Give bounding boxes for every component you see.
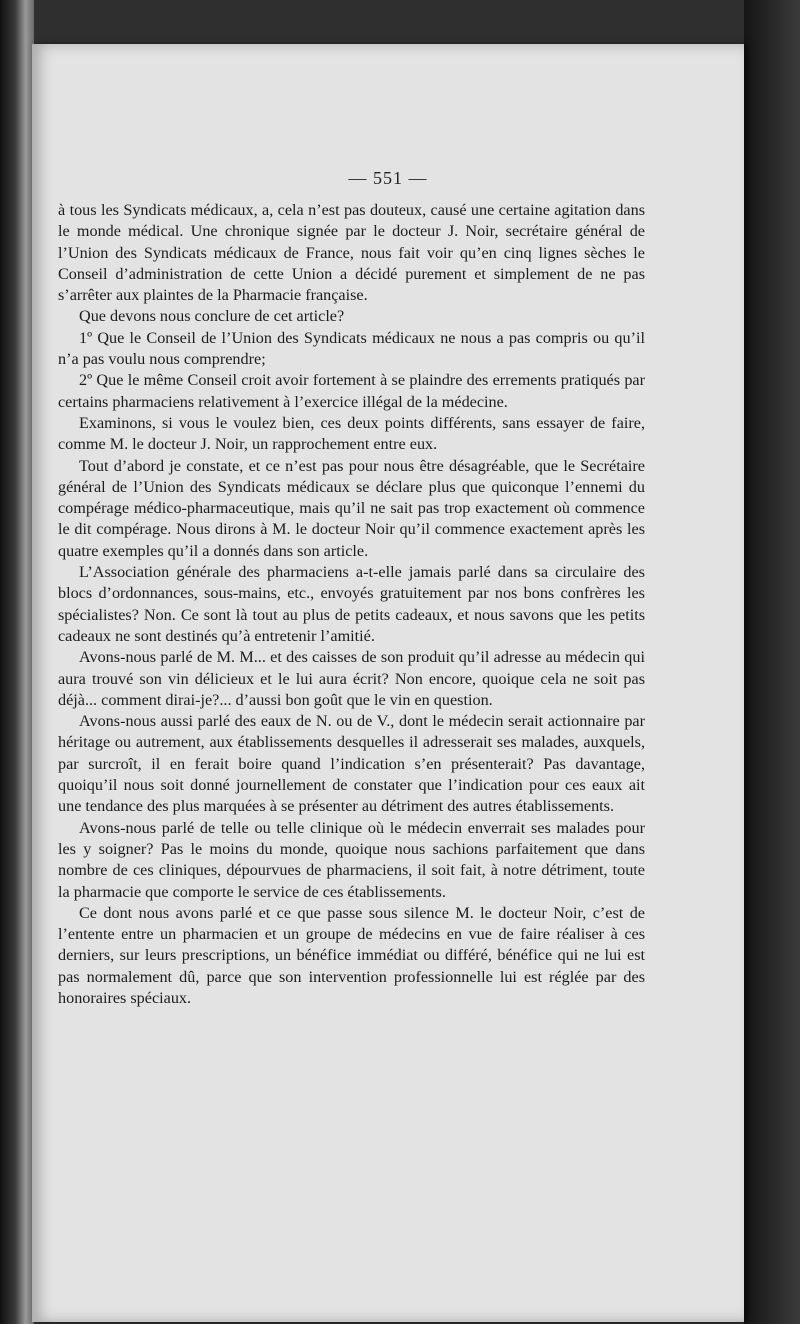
paragraph-9: Avons-nous aussi parlé des eaux de N. ou de V., dont le médecin serait actionnaire par héritage ou autrement, aux établissements desquelles il adresserait ses malades, auxquels, par surcroît, il en ferait boire quand l’indication s’en présenterait? Pas davantage, quoiqu’il nous soit donné journellement de constater que l’indication pour ces eaux ait une tendance des plus marquées à se présenter au détriment des autres établissements. xyxy=(58,712,645,816)
previous-page-edge xyxy=(0,0,34,1324)
paragraph-2: Que devons nous conclure de cet article? xyxy=(79,307,345,326)
scan-background xyxy=(744,0,800,1324)
body-text xyxy=(58,200,645,1009)
document-page xyxy=(32,44,744,1322)
paragraph-10: Avons-nous parlé de telle ou telle clinique où le médecin enverrait ses malades pour les y soigner? Pas le moins du monde, quoique nous sachions parfaitement que dans nombre de ces cliniques, dépourvues de pharmaciens, il soit fait, à notre détriment, toute la pharmacie que comporte le service de ces établissements. xyxy=(58,818,645,901)
paragraph-6: Tout d’abord je constate, et ce n’est pas pour nous être désagréable, que le Secrétaire général de l’Union des Syndicats médicaux se déclare plus que quiconque l’ennemi du compérage médico-pharmaceutique, mais qu’il ne sait pas trop exactement où commence le dit compérage. Nous dirons à M. le docteur Noir qu’il commence exactement après les quatre exemples qu’il a donnés dans son article. xyxy=(58,456,645,560)
paragraph-11: Ce dont nous avons parlé et ce que passe sous silence M. le docteur Noir, c’est de l’entente entre un pharmacien et un groupe de médecins en vue de faire réaliser à ces derniers, sur leurs prescriptions, un bénéfice immédiat ou différé, bénéfice qui ne lui est pas normalement dû, parce que son intervention professionnelle lui est réglée par des honoraires spéciaux. xyxy=(58,903,645,1007)
paragraph-1: à tous les Syndicats médicaux, a, cela n’est pas douteux, causé une certaine agitation dans le monde médical. Une chronique signée par le docteur J. Noir, secrétaire général de l’Union des Syndicats médicaux de France, nous fait voir qu’en cinq lignes sèches le Conseil d’administration de cette Union a décidé purement et simplement de ne pas s’arrêter aux plaintes de la Pharmacie française. xyxy=(58,201,645,305)
paragraph-8: Avons-nous parlé de M. M... et des caisses de son produit qu’il adresse au médecin qui aura trouvé son vin délicieux et le lui aura écrit? Non encore, quoique cela ne soit pas déjà... comment dirai-je?... d’aussi bon goût que le vin en question. xyxy=(58,648,645,709)
page-number: — 551 — xyxy=(348,168,428,188)
paragraph-7: L’Association générale des pharmaciens a-t-elle jamais parlé dans sa circulaire des blocs d’ordonnances, sous-mains, etc., envoyés gratuitement par nos bons confrères les spécialistes? Non. Ce sont là tout au plus de petits cadeaux, et nous savons que les petits cadeaux ne sont destinés qu’à entretenir l’amitié. xyxy=(58,563,645,645)
paragraph-5: Examinons, si vous le voulez bien, ces deux points différents, sans essayer de faire, comme M. le docteur J. Noir, un rapprochement entre eux. xyxy=(58,413,645,454)
paragraph-4: 2º Que le même Conseil croit avoir fortement à se plaindre des errements pratiqués par certains pharmaciens relativement à l’exercice illégal de la médecine. xyxy=(58,371,645,411)
paragraph-3: 1º Que le Conseil de l’Union des Syndicats médicaux ne nous a pas compris ou qu’il n’a pas voulu nous comprendre; xyxy=(58,328,645,369)
